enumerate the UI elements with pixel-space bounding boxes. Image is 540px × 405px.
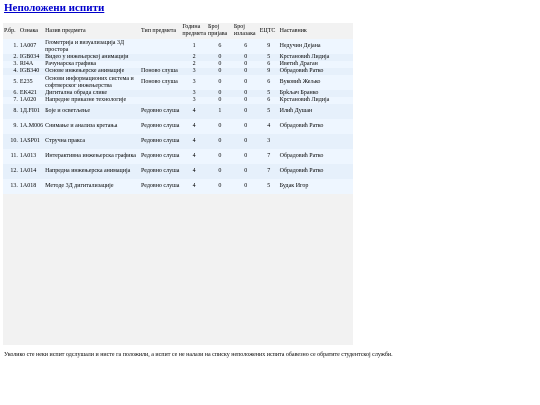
cell-failed: 0 xyxy=(233,134,259,149)
cell-no: 12. xyxy=(3,164,19,179)
cell-no: 4. xyxy=(3,68,19,75)
cell-subject-name: Стручна пракса xyxy=(44,134,140,149)
cell-code: 1Д.FI01 xyxy=(19,104,44,119)
cell-code: IGB034 xyxy=(19,54,44,61)
cell-no: 6. xyxy=(3,90,19,97)
col-header-year: Година предмета xyxy=(182,24,207,37)
cell-failed: 0 xyxy=(233,119,259,134)
cell-ects: 4 xyxy=(259,119,279,134)
cell-attempts: 1 xyxy=(207,104,233,119)
cell-attempts: 0 xyxy=(207,97,233,104)
cell-code: 1A014 xyxy=(19,164,44,179)
cell-no: 7. xyxy=(3,97,19,104)
cell-subject-type xyxy=(140,54,181,61)
table-row xyxy=(3,90,353,97)
cell-year: 3 xyxy=(181,90,207,97)
cell-teacher: Крстановић Лидија xyxy=(279,97,353,104)
cell-year: 3 xyxy=(181,97,207,104)
col-header-no: Р.бр. xyxy=(3,23,19,39)
cell-teacher: Обрадовић Ратко xyxy=(279,119,353,134)
cell-subject-name: Рачунарска графика xyxy=(44,61,140,68)
cell-failed: 0 xyxy=(233,54,259,61)
cell-teacher: Обрадовић Ратко xyxy=(279,164,353,179)
cell-code: EK421 xyxy=(19,90,44,97)
cell-year: 2 xyxy=(181,54,207,61)
cell-subject-name: Дигитална обрада слике xyxy=(44,90,140,97)
cell-year: 1 xyxy=(181,39,207,54)
cell-subject-name: Основе инжењерске анимације xyxy=(44,68,140,75)
cell-subject-name: Интерактивна инжењерска графика xyxy=(44,149,140,164)
table-row xyxy=(3,134,353,149)
cell-ects: 9 xyxy=(259,68,279,75)
cell-failed: 0 xyxy=(233,68,259,75)
failed-exams-table xyxy=(3,23,353,194)
cell-subject-type: Поново слуша xyxy=(140,68,181,75)
cell-ects: 7 xyxy=(259,149,279,164)
cell-subject-type: Редовно слуша xyxy=(140,149,181,164)
cell-subject-type: Поново слуша xyxy=(140,75,181,90)
cell-no: 8. xyxy=(3,104,19,119)
cell-failed: 0 xyxy=(233,179,259,194)
cell-subject-type xyxy=(140,97,181,104)
cell-attempts: 0 xyxy=(207,134,233,149)
cell-teacher: Иветић Драган xyxy=(279,61,353,68)
table-row xyxy=(3,149,353,164)
cell-teacher: Брkљач Бранко xyxy=(279,90,353,97)
cell-ects: 5 xyxy=(259,179,279,194)
table-row xyxy=(3,164,353,179)
cell-year: 4 xyxy=(181,164,207,179)
cell-subject-type xyxy=(140,90,181,97)
cell-no: 5. xyxy=(3,75,19,90)
cell-subject-name: Напредна инжењерска анимација xyxy=(44,164,140,179)
table-row xyxy=(3,54,353,61)
cell-teacher: Обрадовић Ратко xyxy=(279,68,353,75)
table-row xyxy=(3,75,353,90)
cell-ects: 6 xyxy=(259,75,279,90)
footer-note: Уколико сте неки испит одслушали и нисте га положили, а испит се не налази на списку неположених испита обавезно се обратите студентској служби. xyxy=(4,352,393,358)
col-header-code: Ознака xyxy=(19,23,44,39)
cell-ects: 5 xyxy=(259,90,279,97)
table-body xyxy=(3,39,353,194)
cell-year: 4 xyxy=(181,179,207,194)
cell-attempts: 0 xyxy=(207,54,233,61)
page-title-link[interactable]: Неположени испити xyxy=(4,2,105,14)
cell-ects: 7 xyxy=(259,164,279,179)
cell-no: 11. xyxy=(3,149,19,164)
table-row xyxy=(3,68,353,75)
cell-teacher: Недучин Дејана xyxy=(279,39,353,54)
cell-no: 2. xyxy=(3,54,19,61)
cell-ects: 6 xyxy=(259,61,279,68)
col-header-attempts: Број пријава xyxy=(207,23,233,39)
cell-failed: 0 xyxy=(233,97,259,104)
cell-attempts: 0 xyxy=(207,61,233,68)
table-row xyxy=(3,97,353,104)
cell-subject-name: Боје и осветљење xyxy=(44,104,140,119)
cell-failed: 0 xyxy=(233,75,259,90)
cell-attempts: 0 xyxy=(207,179,233,194)
cell-year: 4 xyxy=(181,149,207,164)
cell-subject-type xyxy=(140,39,181,54)
cell-failed: 0 xyxy=(233,90,259,97)
cell-year: 4 xyxy=(181,134,207,149)
cell-code: 1ASP01 xyxy=(19,134,44,149)
cell-attempts: 0 xyxy=(207,164,233,179)
cell-attempts: 0 xyxy=(207,68,233,75)
cell-code: 1A020 xyxy=(19,97,44,104)
cell-failed: 0 xyxy=(233,149,259,164)
cell-subject-name: Геометрија и визуализација 3Д простора xyxy=(44,39,140,54)
cell-failed: 6 xyxy=(233,39,259,54)
cell-no: 3. xyxy=(3,61,19,68)
cell-code: 1A.M006 xyxy=(19,119,44,134)
cell-no: 13. xyxy=(3,179,19,194)
cell-code: 1A007 xyxy=(19,39,44,54)
cell-code: 1A018 xyxy=(19,179,44,194)
col-header-type: Тип предмета xyxy=(140,23,181,39)
cell-teacher: Обрадовић Ратко xyxy=(279,149,353,164)
cell-year: 2 xyxy=(181,61,207,68)
cell-failed: 0 xyxy=(233,61,259,68)
cell-ects: 5 xyxy=(259,54,279,61)
cell-teacher: Крстановић Лидија xyxy=(279,54,353,61)
col-header-name: Назив предмета xyxy=(44,23,140,39)
cell-attempts: 0 xyxy=(207,75,233,90)
col-header-ects: ЕЦТС xyxy=(259,23,279,39)
cell-failed: 0 xyxy=(233,164,259,179)
cell-subject-name: Напредне приказне технологије xyxy=(44,97,140,104)
cell-attempts: 6 xyxy=(207,39,233,54)
cell-subject-type: Редовно слуша xyxy=(140,119,181,134)
cell-subject-name: Видео у инжењерској анимацији xyxy=(44,54,140,61)
cell-subject-type: Редовно слуша xyxy=(140,164,181,179)
cell-ects: 6 xyxy=(259,97,279,104)
table-row xyxy=(3,39,353,54)
table-row xyxy=(3,104,353,119)
cell-code: RI4A xyxy=(19,61,44,68)
cell-failed: 0 xyxy=(233,104,259,119)
cell-year: 3 xyxy=(181,75,207,90)
cell-teacher: Будак Игор xyxy=(279,179,353,194)
cell-year: 4 xyxy=(181,104,207,119)
table-row xyxy=(3,61,353,68)
cell-ects: 5 xyxy=(259,104,279,119)
cell-no: 9. xyxy=(3,119,19,134)
cell-year: 4 xyxy=(181,119,207,134)
cell-attempts: 0 xyxy=(207,119,233,134)
table-row xyxy=(3,179,353,194)
cell-subject-name: Основи информационих система и софтверског инжењерства xyxy=(44,75,140,90)
cell-code: IGB340 xyxy=(19,68,44,75)
cell-subject-type xyxy=(140,61,181,68)
cell-attempts: 0 xyxy=(207,149,233,164)
cell-no: 10. xyxy=(3,134,19,149)
cell-subject-name: Методе 3Д дигитализације xyxy=(44,179,140,194)
cell-teacher: Илић Душан xyxy=(279,104,353,119)
cell-teacher xyxy=(279,134,353,149)
cell-attempts: 0 xyxy=(207,90,233,97)
cell-subject-type: Редовно слуша xyxy=(140,104,181,119)
cell-teacher: Вуковић Жељко xyxy=(279,75,353,90)
cell-subject-type: Редовно слуша xyxy=(140,179,181,194)
col-header-teacher: Наставник xyxy=(279,23,353,39)
cell-year: 3 xyxy=(181,68,207,75)
cell-no: 1. xyxy=(3,39,19,54)
cell-subject-type: Редовно слуша xyxy=(140,134,181,149)
table-row xyxy=(3,119,353,134)
cell-ects: 9 xyxy=(259,39,279,54)
cell-code: E235 xyxy=(19,75,44,90)
table-header-row xyxy=(3,23,353,39)
col-header-failed: Број излазака xyxy=(233,23,259,39)
cell-subject-name: Снимање и анализа кретања xyxy=(44,119,140,134)
cell-code: 1A013 xyxy=(19,149,44,164)
cell-ects: 3 xyxy=(259,134,279,149)
